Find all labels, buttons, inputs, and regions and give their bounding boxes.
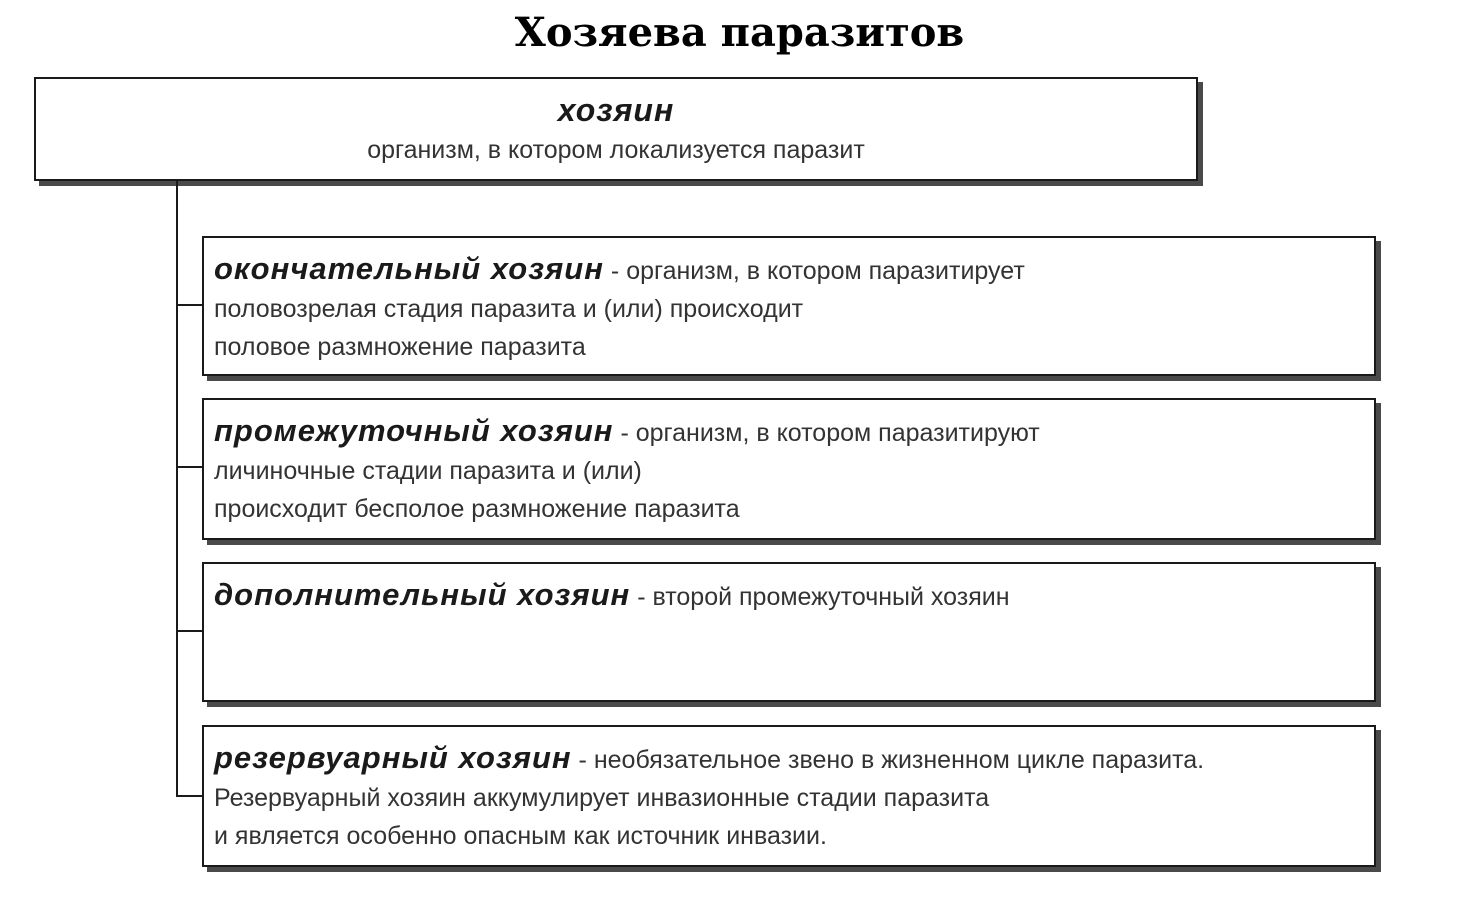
node-reservoir-host-text [214, 739, 1362, 855]
term-definitive-host: окончательный хозяин [214, 251, 604, 286]
definition-line: половозрелая стадия паразита и (или) происходит [214, 295, 804, 323]
node-intermediate-host-text [214, 412, 1362, 528]
definition-line: Резервуарный хозяин аккумулирует инвазионные стадии паразита [214, 784, 990, 812]
term-reservoir-host: резервуарный хозяин [214, 740, 572, 775]
connector-definitive-host [176, 304, 204, 306]
definition-line: личиночные стадии паразита и (или) [214, 457, 642, 485]
connector-reservoir-host [176, 795, 204, 797]
page-title: Хозяева паразитов [514, 9, 965, 56]
root-description: организм, в котором локализуется паразит [367, 136, 865, 164]
node-definitive-host [202, 236, 1376, 376]
connector-intermediate-host [176, 466, 204, 468]
definition-line: происходит бесполое размножение паразита [214, 495, 740, 523]
term-additional-host: дополнительный хозяин [214, 577, 631, 612]
definition-line: - организм, в котором паразитирует [603, 257, 1025, 285]
definition-line: - организм, в котором паразитируют [613, 419, 1040, 447]
root-node-host [34, 77, 1198, 181]
node-reservoir-host [202, 725, 1376, 867]
definition-line: - второй промежуточный хозяин [630, 583, 1010, 611]
connector-additional-host [176, 630, 204, 632]
definition-line: и является особенно опасным как источник инвазии. [214, 822, 827, 850]
definition-line: половое размножение паразита [214, 333, 586, 361]
node-additional-host [202, 562, 1376, 702]
node-definitive-host-text [214, 250, 1362, 366]
node-intermediate-host [202, 398, 1376, 540]
definition-line: - необязательное звено в жизненном цикле паразита. [571, 746, 1205, 774]
root-term: хозяин [557, 92, 675, 128]
term-intermediate-host: промежуточный хозяин [214, 413, 614, 448]
tree-trunk-connector [176, 181, 178, 797]
node-additional-host-text [214, 576, 1362, 616]
